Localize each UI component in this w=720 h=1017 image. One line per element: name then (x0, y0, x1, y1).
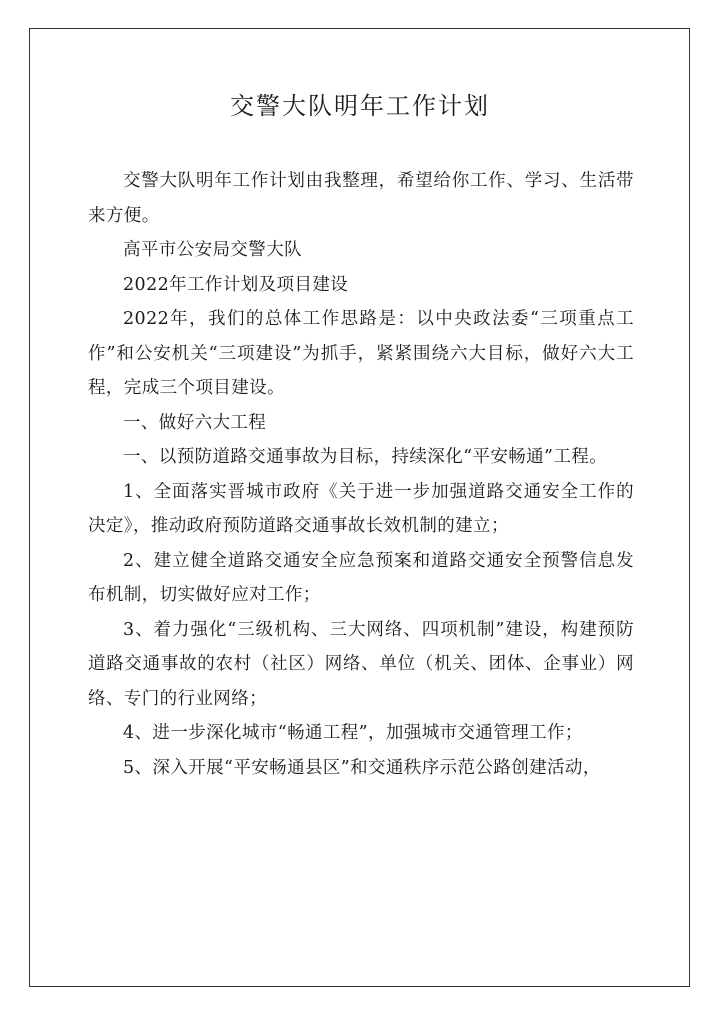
document-body (88, 164, 634, 785)
paragraph-overall-approach: 2022年，我们的总体工作思路是：以中央政法委“三项重点工作”和公安机关“三项建设”为抓手，紧紧围绕六大目标，做好六大工程，完成三个项目建设。 (88, 309, 634, 398)
paragraph-item-one: 一、以预防道路交通事故为目标，持续深化“平安畅通”工程。 (123, 447, 608, 467)
list-item-2: 2、建立健全道路交通安全应急预案和道路交通安全预警信息发布机制，切实做好应对工作； (88, 550, 634, 605)
paragraph-plan-heading: 2022年工作计划及项目建设 (123, 274, 349, 295)
list-item-5: 5、深入开展“平安畅通县区”和交通秩序示范公路创建活动， (123, 757, 601, 778)
section-heading-six-projects: 一、做好六大工程 (123, 412, 267, 433)
paragraph-intro: 交警大队明年工作计划由我整理，希望给你工作、学习、生活带来方便。 (88, 171, 634, 226)
list-item-4: 4、进一步深化城市“畅通工程”，加强城市交通管理工作； (123, 723, 583, 743)
document-title: 交警大队明年工作计划 (230, 92, 490, 120)
list-item-3: 3、着力强化“三级机构、三大网络、四项机制”建设，构建预防道路交通事故的农村（社区）网络、单位（机关、团体、企事业）网络、专门的行业网络； (88, 619, 634, 709)
paragraph-organization: 高平市公安局交警大队 (123, 240, 302, 260)
list-item-1: 1、全面落实晋城市政府《关于进一步加强道路交通安全工作的决定》，推动政府预防道路交通事故长效机制的建立； (88, 481, 634, 536)
